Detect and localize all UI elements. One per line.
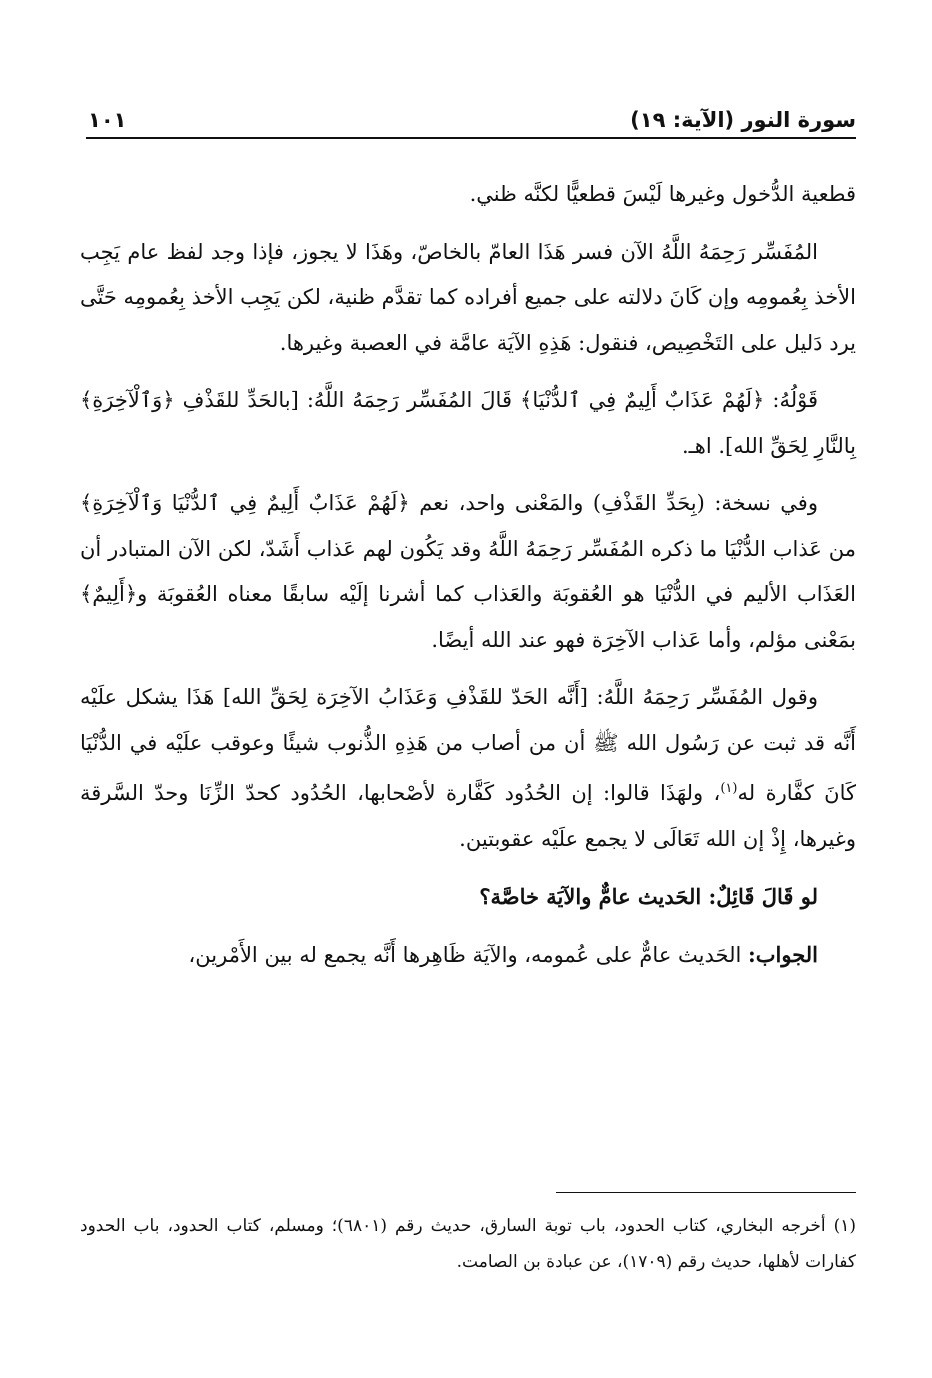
paragraph-5-part-1: وقول المُفَسِّر رَحِمَهُ اللَّهُ: [أَنَّه الحَدّ للقَذْفِ وَعَذَابُ الآخِرَة لِحَقِّ الله] هَذَا يشكل علَيْه أَنَّه قد ثبت عن رَسُول الله ﷺ أن من أصاب من هَذِهِ الذُّنوب شيئًا وعوقب علَيْه في الدُّنْيَا كَانَ كفَّارة له — [80, 685, 856, 805]
answer-text: الحَديث عامٌّ على عُمومه، والآيَة ظَاهِرها أَنَّه يجمع له بين الأَمْرين، — [188, 942, 742, 967]
footnote-rule — [556, 1192, 856, 1193]
footnote-1: (١) أخرجه البخاري، كتاب الحدود، باب توبة السارق، حديث رقم (٦٨٠١)؛ ومسلم، كتاب الحدود، باب الحدود كفارات لأهلها، حديث رقم (١٧٠٩)، عن عبادة بن الصامت. — [80, 1216, 856, 1272]
footnote-marker[interactable]: (١) — [720, 781, 738, 796]
paragraph-2: المُفَسِّر رَحِمَهُ اللَّهُ الآن فسر هَذَا العامّ بالخاصّ، وهَذَا لا يجوز، فإذا وجد لفظ عام يَجِب الأخذ بِعُمومِه وإن كَانَ دلالته على جميع أفراده كما تقدَّم ظنية، لكن يَجِب الأخذ بِعُمومِه حَتَّى يرد دَليل على التَخْصِيص، فنقول: هَذِهِ الآيَة عامَّة في العصبة وغيرها. — [80, 239, 856, 355]
paragraph-3: قَوْلُهُ: ﴿لَهُمْ عَذَابٌ أَلِيمٌ فِي ٱلدُّنْيَا﴾ قَالَ المُفَسِّر رَحِمَهُ اللَّهُ: [بالحَدِّ للقَذْفِ ﴿وَٱلْآخِرَةِ﴾ بِالنَّارِ لِحَقِّ الله]. اهـ. — [80, 388, 856, 458]
surah-reference: سورة النور (الآية: ١٩) — [630, 108, 856, 132]
footnote — [80, 1208, 856, 1280]
paragraph-5 — [80, 675, 856, 862]
main-text — [80, 172, 856, 990]
question-line: لو قَالَ قَائِلٌ: الحَديث عامٌّ والآيَة خاصَّة؟ — [479, 884, 818, 909]
paragraph-5-part-2: ، ولهَذَا قالوا: إن الحُدُود كَفَّارة لأصْحابها، الحُدُود كحدّ الزِّنَا وحدّ السَّرقة وغيرها، إِذْ إن الله تَعَالَى لا يجمع علَيْه عقوبتين. — [80, 781, 856, 851]
answer-line — [80, 932, 856, 979]
page-number: ١٠١ — [88, 108, 127, 132]
paragraph-4: وفي نسخة: (بِحَدِّ القَذْفِ) والمَعْنى واحد، نعم ﴿لَهُمْ عَذَابٌ أَلِيمٌ فِي ٱلدُّنْيَا وَٱلْآخِرَةِ﴾ من عَذاب الدُّنْيَا ما ذكره المُفَسِّر رَحِمَهُ اللَّهُ وقد يَكُون لهم عَذاب أَشَدّ، لكن الآن المتبادر أن العَذَاب الأليم في الدُّنْيَا هو العُقوبَة والعَذاب كما أشرنا إلَيْه سابقًا معناه العُقوبَة و﴿أَلِيمٌ﴾ بمَعْنى مؤلم، وأما عَذاب الآخِرَة فهو عند الله أيضًا. — [80, 491, 856, 652]
running-head — [88, 96, 856, 132]
paragraph-1: قطعية الدُّخول وغيرها لَيْسَ قطعيًّا لكنَّه ظني. — [469, 182, 856, 206]
header-rule — [86, 137, 856, 139]
answer-lead: الجواب: — [748, 941, 818, 967]
